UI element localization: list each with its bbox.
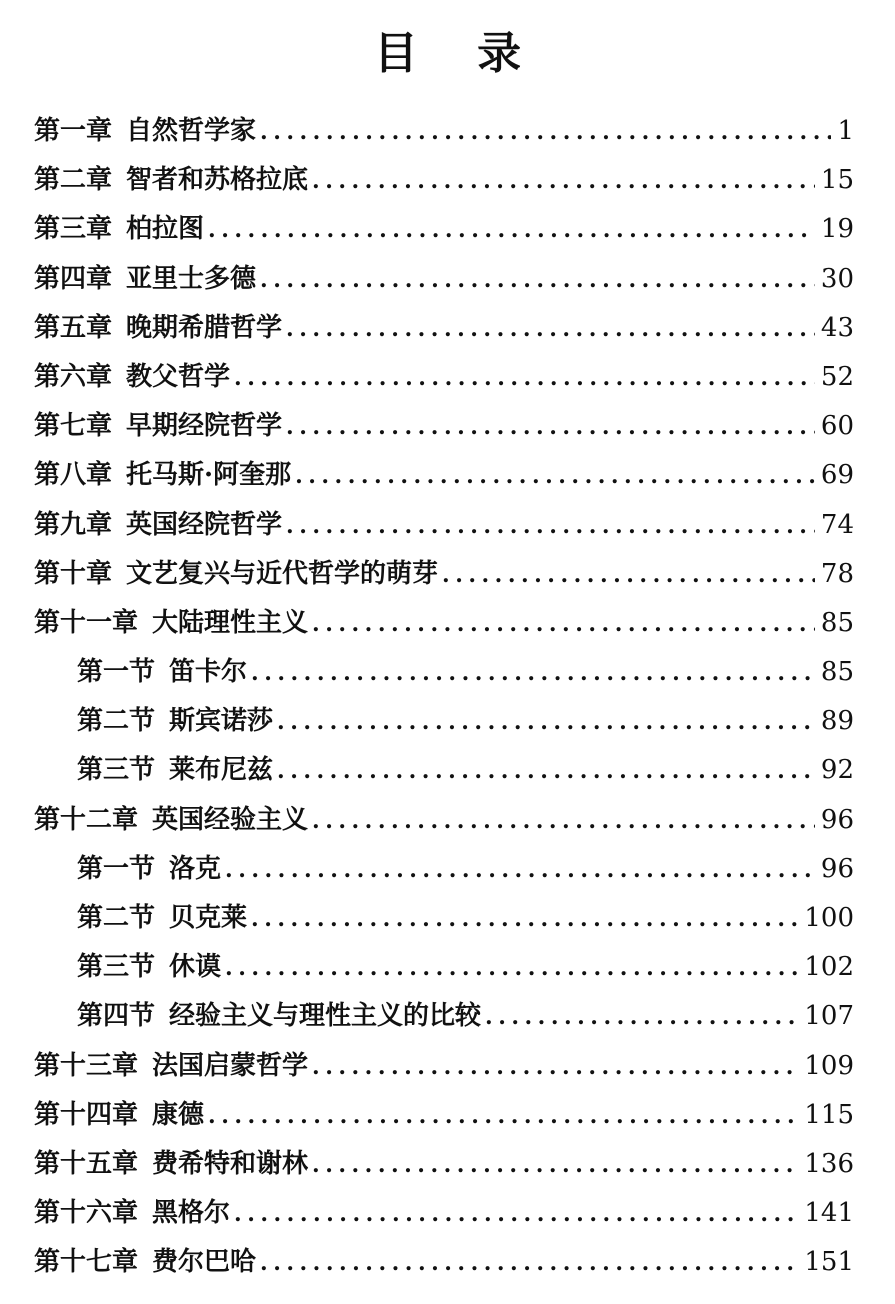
toc-subentry[interactable]: [34, 992, 854, 1041]
entry-page-number: 151: [804, 1247, 854, 1278]
toc-subentry[interactable]: [34, 648, 854, 697]
entry-page-number: 69: [820, 460, 854, 491]
entry-label: 第二节: [77, 706, 156, 737]
dot-leader: [312, 1043, 798, 1092]
entry-label: 第十二章: [34, 804, 139, 835]
entry-label: 第十四章: [34, 1099, 139, 1130]
entry-page-number: 141: [804, 1198, 854, 1229]
toc-entry[interactable]: [34, 1042, 854, 1091]
dot-leader: [312, 797, 815, 846]
entry-page-number: 107: [804, 1001, 854, 1032]
entry-title: 黑格尔: [152, 1198, 231, 1229]
entry-title: 柏拉图: [126, 214, 205, 245]
entry-label: 第三节: [77, 755, 156, 786]
entry-label: 第六章: [34, 361, 113, 392]
entry-page-number: 78: [820, 558, 854, 589]
entry-label: 第四章: [34, 263, 113, 294]
entry-label: 第八章: [34, 460, 113, 491]
entry-page-number: 1: [837, 116, 854, 146]
dot-leader: [277, 747, 815, 796]
dot-leader: [208, 206, 815, 255]
entry-label: 第十五章: [34, 1148, 139, 1179]
entry-title: 法国启蒙哲学: [152, 1050, 309, 1081]
entry-page-number: 15: [820, 165, 854, 196]
toc-subentry[interactable]: [34, 697, 854, 746]
entry-label: 第十一章: [34, 607, 139, 638]
toc-entry[interactable]: [34, 205, 854, 254]
entry-page-number: 115: [804, 1099, 854, 1130]
dot-leader: [234, 1190, 798, 1239]
toc-entry[interactable]: [34, 255, 854, 304]
entry-page-number: 19: [820, 214, 854, 245]
toc-subentry[interactable]: [34, 894, 854, 943]
entry-title: 莱布尼兹: [169, 755, 274, 786]
dot-leader: [260, 1239, 798, 1288]
entry-title: 早期经院哲学: [126, 411, 283, 442]
entry-title: 智者和苏格拉底: [126, 165, 309, 196]
entry-title: 休谟: [169, 952, 222, 983]
toc-entry[interactable]: [34, 1189, 854, 1238]
entry-page-number: 96: [820, 804, 854, 835]
entry-page-number: 100: [804, 903, 854, 933]
dot-leader: [251, 895, 798, 944]
entry-title: 康德: [152, 1099, 205, 1130]
entry-label: 第一章: [34, 116, 113, 146]
dot-leader: [225, 944, 798, 993]
table-of-contents: [34, 107, 854, 1288]
entry-label: 第一节: [77, 657, 156, 688]
dot-leader: [234, 354, 815, 403]
toc-entry[interactable]: [34, 156, 854, 205]
dot-leader: [286, 502, 815, 551]
dot-leader: [260, 256, 815, 305]
dot-leader: [485, 993, 798, 1042]
entry-title: 经验主义与理性主义的比较: [169, 1001, 482, 1032]
entry-page-number: 43: [820, 312, 854, 343]
dot-leader: [208, 1092, 798, 1141]
toc-entry[interactable]: [34, 451, 854, 500]
entry-title: 斯宾诺莎: [169, 706, 274, 737]
toc-entry[interactable]: [34, 402, 854, 451]
toc-entry[interactable]: [34, 353, 854, 402]
page-title: 目 录: [373, 28, 544, 79]
entry-label: 第二节: [77, 903, 156, 933]
entry-page-number: 136: [804, 1148, 854, 1179]
toc-entry[interactable]: [34, 550, 854, 599]
entry-title: 自然哲学家: [126, 116, 257, 146]
entry-page-number: 92: [820, 755, 854, 786]
entry-title: 英国经院哲学: [126, 509, 283, 540]
dot-leader: [225, 846, 815, 895]
entry-page-number: 60: [820, 411, 854, 442]
dot-leader: [442, 551, 815, 600]
dot-leader: [312, 600, 815, 649]
toc-entry[interactable]: [34, 1238, 854, 1287]
entry-page-number: 109: [804, 1050, 854, 1081]
entry-title: 笛卡尔: [169, 657, 248, 688]
entry-title: 洛克: [169, 853, 222, 884]
entry-label: 第三节: [77, 952, 156, 983]
entry-title: 托马斯·阿奎那: [126, 460, 292, 491]
toc-entry[interactable]: [34, 599, 854, 648]
toc-entry[interactable]: [34, 501, 854, 550]
entry-title: 英国经验主义: [152, 804, 309, 835]
entry-title: 大陆理性主义: [152, 607, 309, 638]
entry-label: 第十七章: [34, 1247, 139, 1278]
entry-page-number: 96: [820, 853, 854, 884]
dot-leader: [251, 649, 815, 698]
entry-title: 费希特和谢林: [152, 1148, 309, 1179]
dot-leader: [312, 157, 815, 206]
entry-title: 费尔巴哈: [152, 1247, 257, 1278]
entry-label: 第十章: [34, 558, 113, 589]
entry-title: 贝克莱: [169, 903, 248, 933]
entry-page-number: 85: [820, 657, 854, 688]
entry-label: 第二章: [34, 165, 113, 196]
entry-label: 第七章: [34, 411, 113, 442]
entry-title: 晚期希腊哲学: [126, 312, 283, 343]
dot-leader: [286, 403, 815, 452]
dot-leader: [260, 108, 831, 157]
toc-entry[interactable]: [34, 1091, 854, 1140]
toc-entry[interactable]: [34, 107, 854, 156]
toc-subentry[interactable]: [34, 845, 854, 894]
toc-entry[interactable]: [34, 304, 854, 353]
entry-page-number: 30: [820, 263, 854, 294]
dot-leader: [312, 1141, 798, 1190]
entry-label: 第九章: [34, 509, 113, 540]
entry-label: 第四节: [77, 1001, 156, 1032]
entry-page-number: 74: [820, 509, 854, 540]
entry-page-number: 52: [820, 361, 854, 392]
entry-label: 第三章: [34, 214, 113, 245]
entry-label: 第十六章: [34, 1198, 139, 1229]
entry-label: 第五章: [34, 312, 113, 343]
entry-page-number: 85: [820, 607, 854, 638]
toc-subentry[interactable]: [34, 746, 854, 795]
entry-title: 教父哲学: [126, 361, 231, 392]
dot-leader: [277, 698, 815, 747]
entry-label: 第十三章: [34, 1050, 139, 1081]
toc-subentry[interactable]: [34, 943, 854, 992]
toc-entry[interactable]: [34, 796, 854, 845]
entry-title: 文艺复兴与近代哲学的萌芽: [126, 558, 439, 589]
entry-title: 亚里士多德: [126, 263, 257, 294]
entry-page-number: 89: [820, 706, 854, 737]
entry-page-number: 102: [804, 952, 854, 983]
toc-entry[interactable]: [34, 1140, 854, 1189]
entry-label: 第一节: [77, 853, 156, 884]
dot-leader: [295, 452, 815, 501]
dot-leader: [286, 305, 815, 354]
